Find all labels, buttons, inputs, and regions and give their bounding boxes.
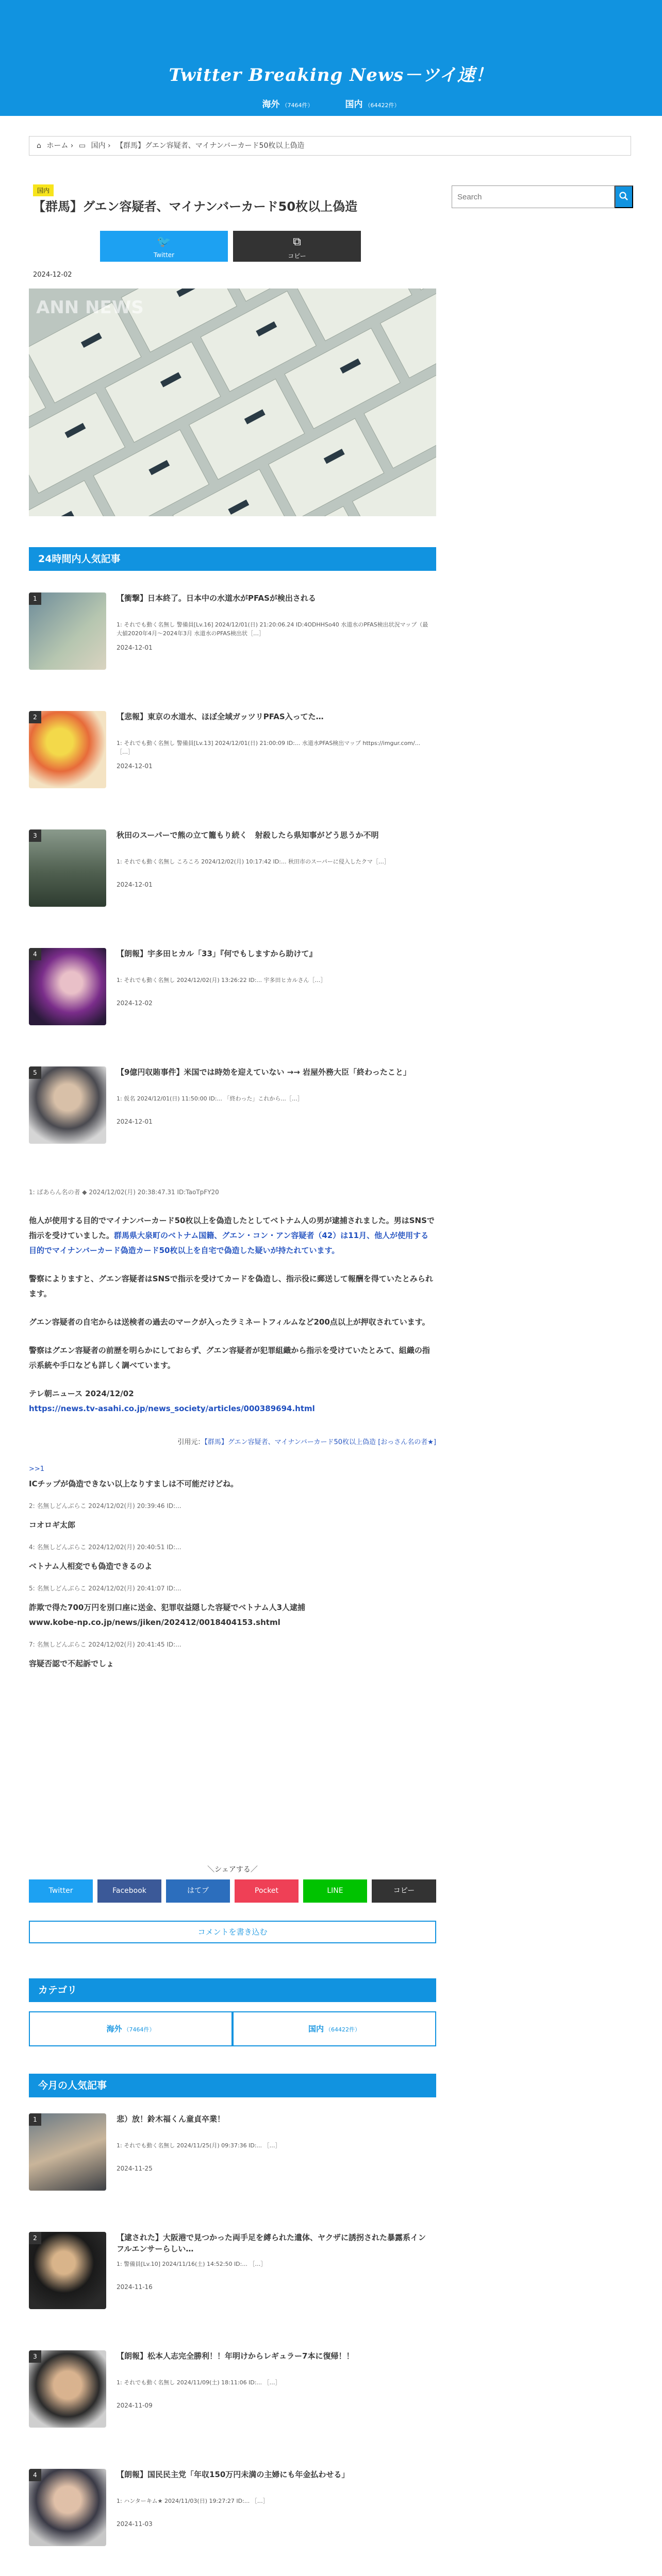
eyecatch-image: [29, 289, 436, 516]
nav-item-domestic[interactable]: [345, 97, 400, 110]
rank-number: 4: [29, 2469, 41, 2481]
share-copy-button[interactable]: [233, 231, 361, 262]
ranking-title[interactable]: 【9億円収賄事件】米国では時効を迎えていない →→ 岩屋外務大臣「終わったこと」: [117, 1067, 411, 1077]
ranking-desc: 1: それでも動く名無し 2024/12/02(月) 13:26:22 ID:... 宇多田ヒカルさん［…］: [117, 977, 326, 984]
ranking-title[interactable]: 【悲報】東京の水道水、ほぼ全域ガッツリPFAS入ってた…: [117, 712, 324, 721]
rank-number: 3: [29, 2350, 41, 2363]
thumbnail: [29, 592, 106, 670]
nav-item-overseas[interactable]: [262, 97, 313, 110]
ranking-desc: 1: それでも動く名無し ころころ 2024/12/02(月) 10:17:42 ID:... 秋田市のスーパーに侵入したクマ［…］: [117, 858, 390, 865]
ann-news-watermark: ANN NEWS: [36, 297, 144, 318]
copy-icon: ⧉: [293, 235, 301, 248]
comment-meta: 5: 名無しどんぶらこ 2024/12/02(月) 20:41:07 ID:...: [29, 1585, 181, 1592]
ranking-date: 2024-12-02: [117, 999, 153, 1007]
site-title[interactable]: Twitter Breaking News－ツイ速！: [169, 65, 493, 86]
share-line-button[interactable]: LINE: [303, 1879, 367, 1903]
ranking-title[interactable]: 【逮された】大阪港で見つかった両手足を縛られた遺体、ヤクザに誘拐された暴露系インフルエンサーらしい…: [117, 2233, 426, 2253]
rank-number: 1: [29, 2113, 41, 2126]
article-source: テレ朝ニュース 2024/12/02: [29, 1389, 134, 1398]
thumbnail: [29, 2113, 106, 2191]
rank-number: 2: [29, 711, 41, 723]
ranking-date: 2024-11-16: [117, 2283, 153, 2291]
ranking-desc: 1: それでも動く名無し 2024/11/09(土) 18:11:06 ID:... ［…］: [117, 2379, 281, 2386]
nav-label: 海外: [262, 99, 280, 110]
ranking-title[interactable]: 【朗報】宇多田ヒカル「33」『何でもしますから助けて』: [117, 949, 317, 958]
share-twitter-button[interactable]: [100, 231, 228, 262]
ranking-item[interactable]: [29, 711, 436, 819]
post-title: 【群馬】グエン容疑者、マイナンバーカード50枚以上偽造: [33, 199, 358, 214]
comment-text: コオロギ太郎: [29, 1520, 76, 1530]
share-heading: ＼シェアする／: [207, 1866, 258, 1874]
ranking-title[interactable]: 秋田のスーパーで熊の立て籠もり続く 射殺したら県知事がどう思うか不明: [117, 831, 379, 840]
search-button[interactable]: [615, 185, 633, 208]
reply-anchor[interactable]: >>1: [29, 1465, 45, 1473]
ranking-item[interactable]: [29, 829, 436, 938]
ranking-title[interactable]: 悲）放！鈴木福くん童貞卒業！: [117, 2114, 225, 2124]
ranking-desc: 1: それでも動く名無し 警備員[Lv.16] 2024/12/01(日) 21:20:06.24 ID:4ODHHSo40 水道水のPFAS検出状況マップ（最大値2020年4月〜2024年3月 水道水のPFAS検出状［…］: [117, 621, 428, 637]
ranking-date: 2024-12-01: [117, 1118, 153, 1125]
comment-meta: 7: 名無しどんぶらこ 2024/12/02(月) 20:41:45 ID:...: [29, 1641, 181, 1648]
rank-number: 4: [29, 948, 41, 960]
thumbnail: [29, 1066, 106, 1144]
thumbnail: [29, 711, 106, 788]
ranking-date: 2024-12-01: [117, 762, 153, 770]
chevron-right-icon: ›: [70, 142, 74, 150]
comment-meta: 2: 名無しどんぶらこ 2024/12/02(月) 20:39:46 ID:...: [29, 1502, 181, 1510]
category-domestic[interactable]: [233, 2011, 436, 2046]
chevron-right-icon: ›: [108, 142, 111, 150]
nav-count: （7464件）: [282, 102, 313, 109]
home-icon: ⌂: [37, 142, 41, 150]
ranking-desc: 1: 警備員[Lv.10] 2024/11/16(土) 14:52:50 ID:... ［…］: [117, 2261, 267, 2267]
ranking-date: 2024-12-01: [117, 644, 153, 651]
site-header: [0, 0, 662, 116]
ranking-title[interactable]: 【朗報】国民民主党「年収150万円未満の主婦にも年金払わせる」: [117, 2470, 350, 2479]
ranking-title[interactable]: 【朗報】松本人志完全勝利！！年明けからレギュラー7本に復帰！！: [117, 2351, 354, 2361]
comment-text: 容疑否認で不起訴でしょ: [29, 1659, 114, 1668]
share-twitter-button[interactable]: Twitter: [29, 1879, 93, 1903]
post-meta: 1: ばあらん名の者 ◆ 2024/12/02(月) 20:38:47.31 ID:TaoTpFY20: [29, 1189, 219, 1196]
comment-text: ICチップが偽造できない以上なりすましは不可能だけどね。: [29, 1479, 239, 1488]
share-bottom: [29, 1879, 436, 1903]
share-facebook-button[interactable]: Facebook: [97, 1879, 161, 1903]
rank-number: 1: [29, 592, 41, 605]
source-link[interactable]: https://news.tv-asahi.co.jp/news_society/articles/000389694.html: [29, 1404, 315, 1413]
twitter-icon: 🐦: [157, 235, 171, 248]
share-copy-button[interactable]: コピー: [372, 1879, 436, 1903]
thumbnail: [29, 948, 106, 1025]
share-pocket-button[interactable]: Pocket: [235, 1879, 299, 1903]
nav-label: 国内: [345, 99, 363, 110]
breadcrumb-home[interactable]: ホーム: [46, 142, 69, 150]
category-count: （64422件）: [325, 2026, 360, 2033]
folder-icon: ▭: [78, 142, 86, 150]
ranking-date: 2024-11-25: [117, 2165, 153, 2172]
quote-link[interactable]: 【群馬】グエン容疑者、マイナンバーカード50枚以上偽造 [おっさん名の者★]: [204, 1438, 436, 1446]
search-icon: [619, 191, 629, 201]
category-label: 国内: [308, 2024, 324, 2033]
article-paragraph: グエン容疑者の自宅からは送検者の過去のマークが入ったラミネートフィルムなど200点以上が押収されています。: [29, 1317, 430, 1327]
ranking-date: 2024-11-09: [117, 2402, 153, 2409]
thumbnail: [29, 2350, 106, 2428]
comment-link[interactable]: www.kobe-np.co.jp/news/jiken/202412/0018404153.shtml: [29, 1618, 280, 1627]
thumbnail: [29, 2232, 106, 2309]
quote-prefix: 引用元：: [177, 1438, 205, 1446]
category-label: 海外: [106, 2024, 122, 2033]
share-label: コピー: [288, 252, 306, 260]
search-input[interactable]: [452, 185, 615, 208]
breadcrumb-category[interactable]: 国内: [91, 142, 106, 150]
article-paragraph: 警察はグエン容疑者の前歴を明らかにしておらず、グエン容疑者が犯罪組織から指示を受けていたとみて、組織の指示系統や手口なども詳しく調べています。: [29, 1346, 430, 1370]
article-paragraph: 他人が使用する目的でマイナンバーカード50枚以上を偽造したとしてベトナム人の男が逮捕されました。男はSNSで指示を受けていました。: [29, 1216, 435, 1240]
comment-text: ベトナム人相変でも偽造できるのよ: [29, 1562, 153, 1571]
header-nav: [0, 97, 662, 110]
article-highlight: 群馬県大泉町のベトナム国籍、グエン・コン・アン容疑者（42）は11月、他人が使用する目的でマイナンバーカード偽造カード50枚以上を自宅で偽造した疑いが持たれています。: [29, 1231, 429, 1255]
ranking-desc: 1: それでも動く名無し 警備員[Lv.13] 2024/12/01(日) 21:00:09 ID:... 水道水PFAS検出マップ https://imgur.com/...［…］: [117, 740, 421, 755]
post-date: 2024-12-02: [33, 271, 72, 279]
ranking-item[interactable]: [29, 2350, 436, 2459]
ranking-desc: 1: 仮名 2024/12/01(日) 11:50:00 ID:... 「終わった」これから...［…］: [117, 1095, 303, 1102]
ranking-item[interactable]: [29, 2113, 436, 2222]
thumbnail: [29, 2469, 106, 2546]
nav-count: （64422件）: [365, 102, 400, 109]
ranking-desc: 1: それでも動く名無し 2024/11/25(月) 09:37:36 ID:... ［…］: [117, 2142, 281, 2149]
article-paragraph: 警察によりますと、グエン容疑者はSNSで指示を受けてカードを偽造し、指示役に郵送して報酬を得ていたとみられます。: [29, 1274, 433, 1298]
category-badge[interactable]: 国内: [33, 184, 54, 196]
ranking-item[interactable]: [29, 2232, 436, 2340]
rank-number: 3: [29, 829, 41, 842]
ranking-item[interactable]: [29, 2469, 436, 2576]
category-overseas[interactable]: [29, 2011, 233, 2046]
comment-button[interactable]: コメントを書き込む: [29, 1921, 436, 1943]
rank-number: 2: [29, 2232, 41, 2244]
breadcrumb-current: 【群馬】グエン容疑者、マイナンバーカード50枚以上偽造: [116, 142, 305, 150]
categories-heading: カテゴリ: [29, 1978, 436, 2002]
ranking24-heading: 24時間内人気記事: [29, 547, 436, 571]
ranking-title[interactable]: 【衝撃】日本終了。日本中の水道水がPFASが検出される: [117, 594, 316, 603]
ranking-desc: 1: ハンターキム★ 2024/11/03(日) 19:27:27 ID:... ［…］: [117, 2498, 269, 2504]
ranking-date: 2024-11-03: [117, 2520, 153, 2528]
rank-number: 5: [29, 1066, 41, 1079]
breadcrumb: [29, 136, 631, 156]
ranking-date: 2024-12-01: [117, 881, 153, 888]
ranking-item[interactable]: [29, 1066, 436, 1175]
article-body: [29, 1185, 436, 1671]
thumbnail: [29, 829, 106, 907]
share-label: Twitter: [153, 251, 175, 259]
comment-meta: 4: 名無しどんぶらこ 2024/12/02(月) 20:40:51 ID:...: [29, 1544, 181, 1551]
ranking-item[interactable]: [29, 948, 436, 1056]
ranking-item[interactable]: [29, 592, 436, 701]
share-hatena-button[interactable]: はてブ: [166, 1879, 230, 1903]
monthly-heading: 今月の人気記事: [29, 2074, 436, 2097]
category-count: （7464件）: [123, 2026, 155, 2033]
comment-text: 詐欺で得た700万円を別口座に送金、犯罪収益隠した容疑でベトナム人3人逮捕: [29, 1603, 306, 1612]
